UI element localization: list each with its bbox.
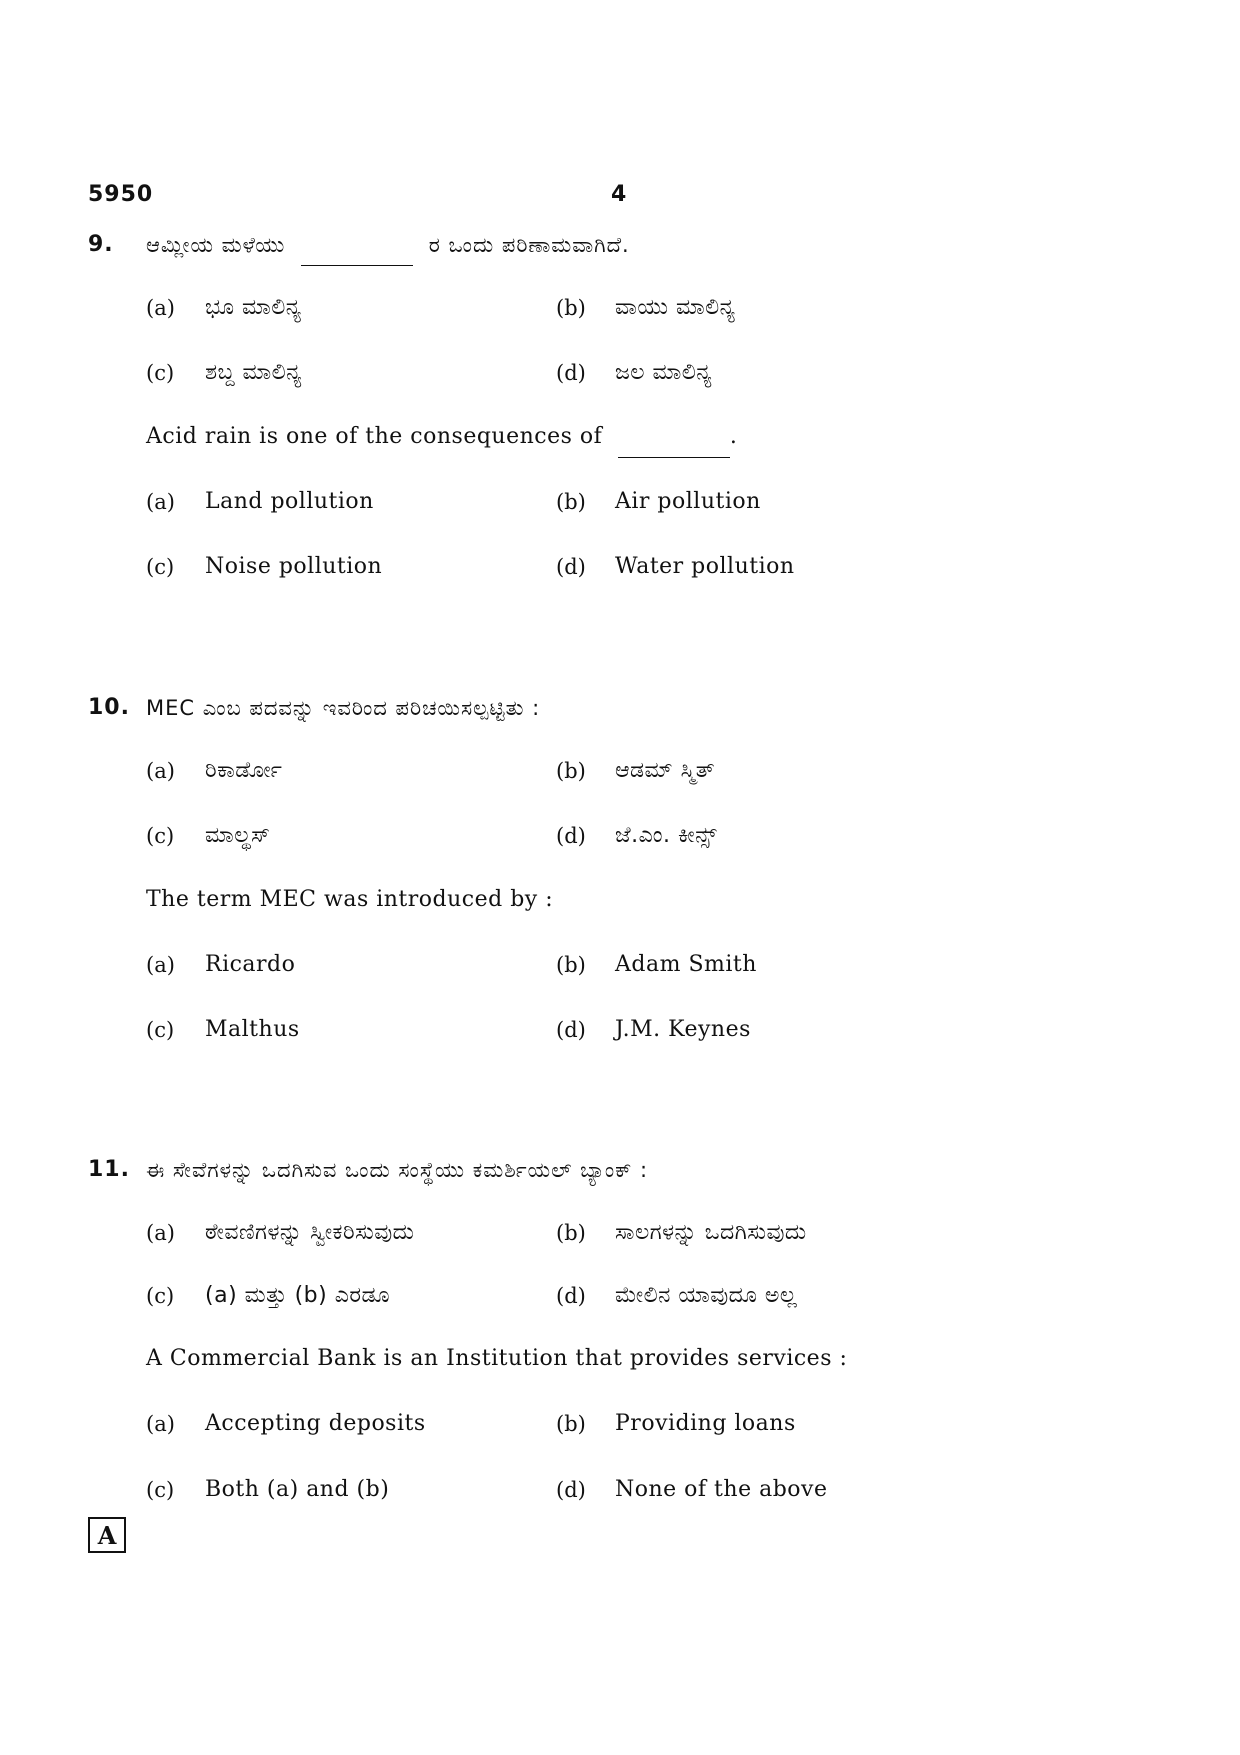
option-mark-a: (a) [146,953,175,977]
option-mark-a: (a) [146,1221,175,1245]
question-11-english-prompt [88,1339,1168,1379]
english-options-row-2 [88,547,1168,587]
prompt-text: The term MEC was introduced by : [146,887,554,912]
option-c-text: Noise pollution [205,554,383,579]
option-mark-a: (a) [146,759,175,783]
option-a-text: ಭೂ ಮಾಲಿನ್ಯ [205,295,302,320]
option-b-text: ಆಡಮ್ ಸ್ಮಿತ್ [615,758,716,783]
option-d-text: ಜೆ.ಎಂ. ಕೀನ್ಸ್ [615,823,718,848]
prompt-text-post: . [729,424,738,449]
question-number: 10. [88,695,130,720]
page-number: 4 [611,182,628,207]
prompt-text-pre: ಆಮ್ಲೀಯ ಮಳೆಯು [146,233,286,257]
prompt-text: A Commercial Bank is an Institution that provides services : [146,1346,848,1371]
english-options-row-2 [88,1470,1168,1510]
option-mark-b: (b) [556,1412,586,1436]
english-options-row-1 [88,945,1168,985]
question-number: 9. [88,232,114,257]
question-10-kannada-prompt [88,688,1168,728]
option-c-text: Both (a) and (b) [205,1477,390,1502]
english-options-row-1 [88,1404,1168,1444]
option-d-text: None of the above [615,1477,828,1502]
option-a-text: Land pollution [205,489,374,514]
option-mark-d: (d) [556,361,586,385]
paper-code: 5950 [88,182,154,207]
option-mark-c: (c) [146,1284,175,1308]
option-b-text: ವಾಯು ಮಾಲಿನ್ಯ [615,295,736,320]
question-set-code: A [88,1517,126,1553]
option-mark-a: (a) [146,490,175,514]
option-a-text: ಠೇವಣಿಗಳನ್ನು ಸ್ವೀಕರಿಸುವುದು [205,1220,415,1245]
option-b-text: Air pollution [615,489,761,514]
option-b-text: ಸಾಲಗಳನ್ನು ಒದಗಿಸುವುದು [615,1220,807,1245]
option-mark-d: (d) [556,824,586,848]
option-mark-c: (c) [146,824,175,848]
kannada-options-row-2 [88,1276,1168,1316]
english-options-row-2 [88,1010,1168,1050]
kannada-options-row-1 [88,1213,1168,1253]
option-c-text: (a) ಮತ್ತು (b) ಎರಡೂ [205,1283,391,1308]
option-mark-a: (a) [146,296,175,320]
option-d-text: J.M. Keynes [615,1017,751,1042]
option-mark-a: (a) [146,1412,175,1436]
question-11-kannada-prompt [88,1150,1168,1190]
prompt-text: ಈ ಸೇವೆಗಳನ್ನು ಒದಗಿಸುವ ಒಂದು ಸಂಸ್ಥೆಯು ಕಮರ್ಶಿಯಲ್ ಬ್ಯಾಂಕ್ : [146,1158,649,1182]
option-d-text: ಜಲ ಮಾಲಿನ್ಯ [615,360,713,385]
option-mark-b: (b) [556,296,586,320]
option-mark-d: (d) [556,1478,586,1502]
option-mark-b: (b) [556,490,586,514]
option-a-text: Ricardo [205,952,296,977]
option-mark-c: (c) [146,1478,175,1502]
option-d-text: ಮೇಲಿನ ಯಾವುದೂ ಅಲ್ಲ [615,1283,798,1308]
prompt-text-pre: Acid rain is one of the consequences of [146,424,603,449]
option-c-text: ಮಾಲ್ಥಸ್ [205,823,271,848]
question-number: 11. [88,1157,130,1182]
answer-blank [301,225,413,266]
option-c-text: Malthus [205,1017,300,1042]
prompt-text-post: ರ ಒಂದು ಪರಿಣಾಮವಾಗಿದೆ. [428,233,630,257]
option-mark-c: (c) [146,1018,175,1042]
option-b-text: Providing loans [615,1411,796,1436]
kannada-options-row-2 [88,353,1168,393]
question-9-kannada-prompt [88,225,1168,265]
question-10-english-prompt [88,880,1168,920]
option-mark-d: (d) [556,1018,586,1042]
option-mark-d: (d) [556,555,586,579]
option-a-text: Accepting deposits [205,1411,426,1436]
option-mark-c: (c) [146,361,175,385]
option-mark-b: (b) [556,759,586,783]
option-a-text: ರಿಕಾರ್ಡೋ [205,758,283,783]
option-mark-d: (d) [556,1284,586,1308]
option-b-text: Adam Smith [615,952,757,977]
kannada-options-row-1 [88,288,1168,328]
kannada-options-row-1 [88,751,1168,791]
option-mark-b: (b) [556,1221,586,1245]
question-9-english-prompt [88,417,1168,457]
option-c-text: ಶಬ್ದ ಮಾಲಿನ್ಯ [205,360,302,385]
option-mark-b: (b) [556,953,586,977]
english-options-row-1 [88,482,1168,522]
prompt-text: MEC ಎಂಬ ಪದವನ್ನು ಇವರಿಂದ ಪರಿಚಯಿಸಲ್ಪಟ್ಟಿತು : [146,696,541,720]
option-mark-c: (c) [146,555,175,579]
kannada-options-row-2 [88,816,1168,856]
answer-blank [618,417,730,458]
option-d-text: Water pollution [615,554,795,579]
